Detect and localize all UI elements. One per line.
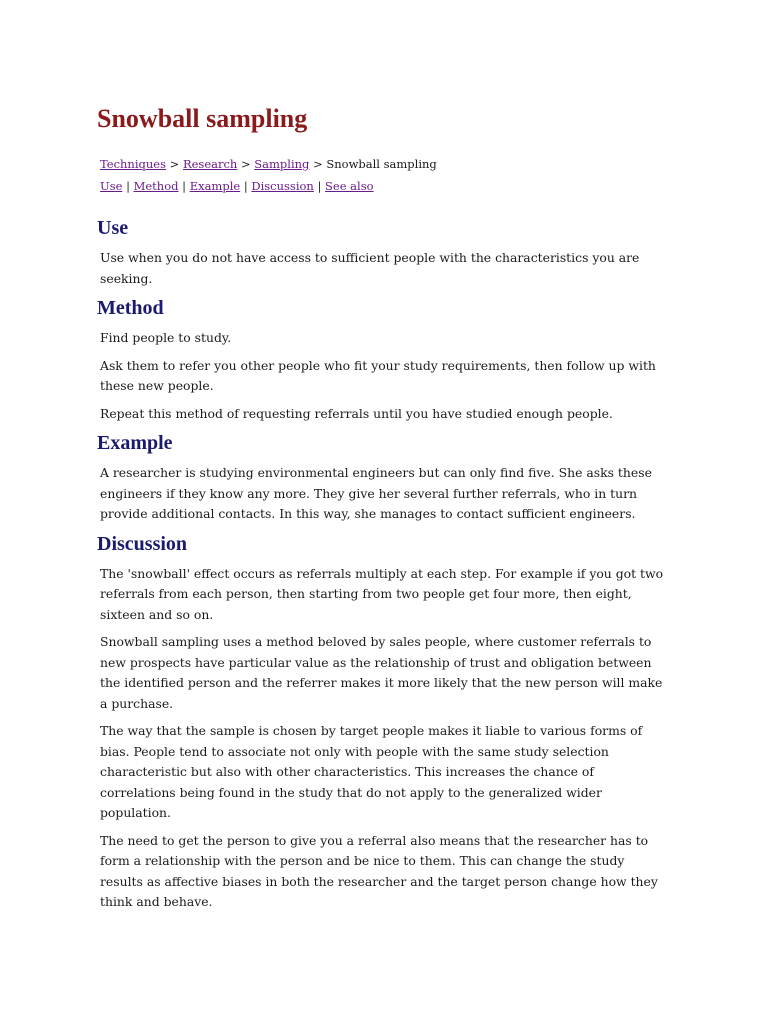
section-heading-method: Method	[97, 297, 164, 319]
paragraph: Repeat this method of requesting referrals until you have studied enough people.	[100, 405, 613, 421]
nav-link-discussion[interactable]: Discussion	[251, 179, 314, 193]
section-use	[97, 216, 668, 289]
nav-link-method[interactable]: Method	[133, 179, 179, 193]
section-heading-example: Example	[97, 432, 173, 454]
breadcrumb-separator: >	[240, 157, 251, 171]
breadcrumb	[100, 156, 668, 172]
section-heading-discussion: Discussion	[97, 532, 188, 555]
nav-separator: |	[243, 179, 248, 193]
section-nav	[100, 178, 668, 194]
breadcrumb-separator: >	[313, 157, 323, 171]
section-heading-use: Use	[97, 217, 129, 239]
section-method	[97, 296, 668, 424]
paragraph: A researcher is studying environmental engineers but can only find five. She asks these engineers if they know any more. They give her several further referrals, who in turn provide additional contacts. In this way, she manages to contact sufficient engineers.	[100, 465, 652, 521]
paragraph: Find people to study.	[100, 330, 232, 345]
paragraph: The way that the sample is chosen by target people makes it liable to various forms of bias. People tend to associate not only with people with the same study selection characteristic but also with other characteristics. This increases the chance of correlations being found in the study that do not apply to the generalized wider population.	[100, 723, 643, 820]
nav-link-example[interactable]: Example	[189, 179, 241, 193]
paragraph: Ask them to refer you other people who fit your study requirements, then follow up with these new people.	[100, 357, 656, 393]
breadcrumb-link-sampling[interactable]: Sampling	[254, 157, 310, 171]
page-title: Snowball sampling	[97, 104, 308, 133]
nav-separator: |	[126, 179, 130, 193]
section-discussion	[97, 532, 668, 913]
breadcrumb-link-research[interactable]: Research	[182, 157, 238, 171]
paragraph: Snowball sampling uses a method beloved by sales people, where customer referrals to new prospects have particular value as the relationship of trust and obligation between the identified person and the referrer makes it more likely that the new person will make a purchase.	[100, 634, 663, 711]
paragraph: Use when you do not have access to sufficient people with the characteristics you are seeking.	[100, 250, 640, 286]
breadcrumb-separator: >	[169, 157, 180, 171]
nav-link-see-also[interactable]: See also	[325, 179, 374, 193]
breadcrumb-link-techniques[interactable]: Techniques	[100, 157, 166, 171]
nav-separator: |	[182, 179, 187, 193]
breadcrumb-current: Snowball sampling	[326, 157, 437, 171]
nav-link-use[interactable]: Use	[100, 179, 123, 193]
paragraph: The 'snowball' effect occurs as referrals multiply at each step. For example if you got two referrals from each person, then starting from two people get four more, then eight, sixteen and so on.	[100, 565, 664, 622]
nav-separator: |	[317, 179, 322, 193]
section-example	[97, 431, 668, 525]
paragraph: The need to get the person to give you a referral also means that the researcher has to form a relationship with the person and be nice to them. This can change the study results as affective biases in both the researcher and the target person change how they think and behave.	[100, 832, 658, 909]
